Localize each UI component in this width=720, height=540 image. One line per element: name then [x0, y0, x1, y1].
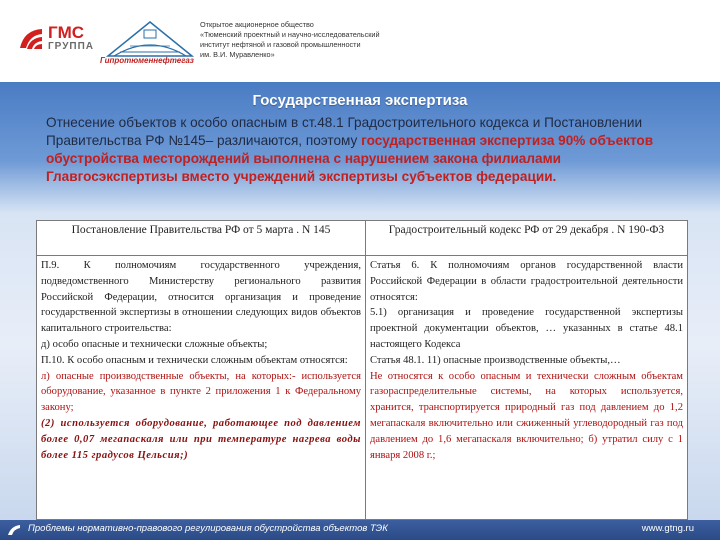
slide-title: Государственная экспертиза	[252, 92, 468, 109]
left-paragraph-italic: (2) используется оборудование, работающее под давлением более 0,07 мегапаскаля или при температуре нагрева воды более 115 градусов Цельсия;)	[41, 417, 361, 461]
table-column-right	[366, 221, 687, 519]
company-line: Открытое акционерное общество	[200, 20, 314, 29]
column-body-left	[37, 256, 365, 465]
header	[0, 0, 720, 82]
column-header-right: Градостроительный кодекс РФ от 29 декабря . N 190-ФЗ	[366, 221, 687, 256]
gtn-logo-text: Гипротюменнефтегаз	[100, 56, 194, 65]
intro-highlight: государственная экспертиза 90% объектов обустройства месторождений выполнена с нарушением закона филиалами Главгосэкспертизы вместо учреждений экспертизы субъектов федерации.	[46, 133, 654, 184]
left-paragraph-red: л) опасные производственные объекты, на которых:- используется оборудование, указанное в пункте 2 приложения 1 к Федеральному закону;	[41, 370, 361, 414]
comparison-table	[36, 220, 688, 520]
column-header-left: Постановление Правительства РФ от 5 марта . N 145	[37, 221, 365, 256]
left-paragraph: д) особо опасные и технически сложные объекты;	[41, 338, 268, 350]
right-paragraph: Статья 6. К полномочиям органов государственной власти Российской Федерации в области градостроительной деятельности относятся:	[370, 260, 683, 303]
company-line: «Тюменский проектный и научно-исследовательский	[200, 30, 380, 39]
footer-text: Проблемы нормативно-правового регулирования обустройства объектов ТЭК	[28, 523, 388, 534]
right-paragraph: 5.1) организация и проведение государственной экспертизы проектной документации объектов, … указанных в статье 48.1 настоящего Кодекса	[370, 307, 683, 350]
gms-logo-subtext: ГРУППА	[48, 41, 95, 52]
company-line: институт нефтяной и газовой промышленности	[200, 40, 361, 49]
left-paragraph: П.10. К особо опасным и технически сложным объектам относятся:	[41, 354, 348, 366]
footer-mark-icon	[8, 525, 20, 535]
company-line: им. В.И. Муравленко»	[200, 50, 275, 59]
footer-url-link[interactable]: www.gtng.ru	[641, 523, 694, 534]
table-column-left	[37, 221, 366, 519]
company-name	[200, 20, 380, 60]
gms-logo	[18, 24, 106, 54]
right-paragraph: Статья 48.1. 11) опасные производственные объекты,…	[370, 354, 621, 366]
intro-part1: Отнесение объектов к особо опасным в ст.48.1 Градостроительного кодекса и Постановлении Правительства РФ №145– различаются, поэтому	[46, 115, 643, 148]
left-paragraph: П.9. К полномочиям государственного учреждения, подведомственного Министерству регионального развития Российской Федерации, относится организация и проведение государственной экспертизы в отношении следующих видов объектов капитального строительства:	[41, 260, 361, 335]
intro-text	[46, 114, 696, 186]
gms-logo-icon	[18, 26, 44, 52]
right-paragraph-red: Не относятся к особо опасным и технически сложным объектам газораспределительные системы, на которых используется, хранится, транспортируется природный газ под давлением до 1,2 мегапаскаля включительно или сжиженный углеводородный газ под давлением до 1,6 мегапаскаля включительно; б) утратил силу с 1 января 2008 г.;	[370, 370, 683, 461]
column-body-right	[366, 256, 687, 465]
footer	[0, 520, 720, 540]
gms-logo-text: ГМС	[48, 23, 85, 42]
